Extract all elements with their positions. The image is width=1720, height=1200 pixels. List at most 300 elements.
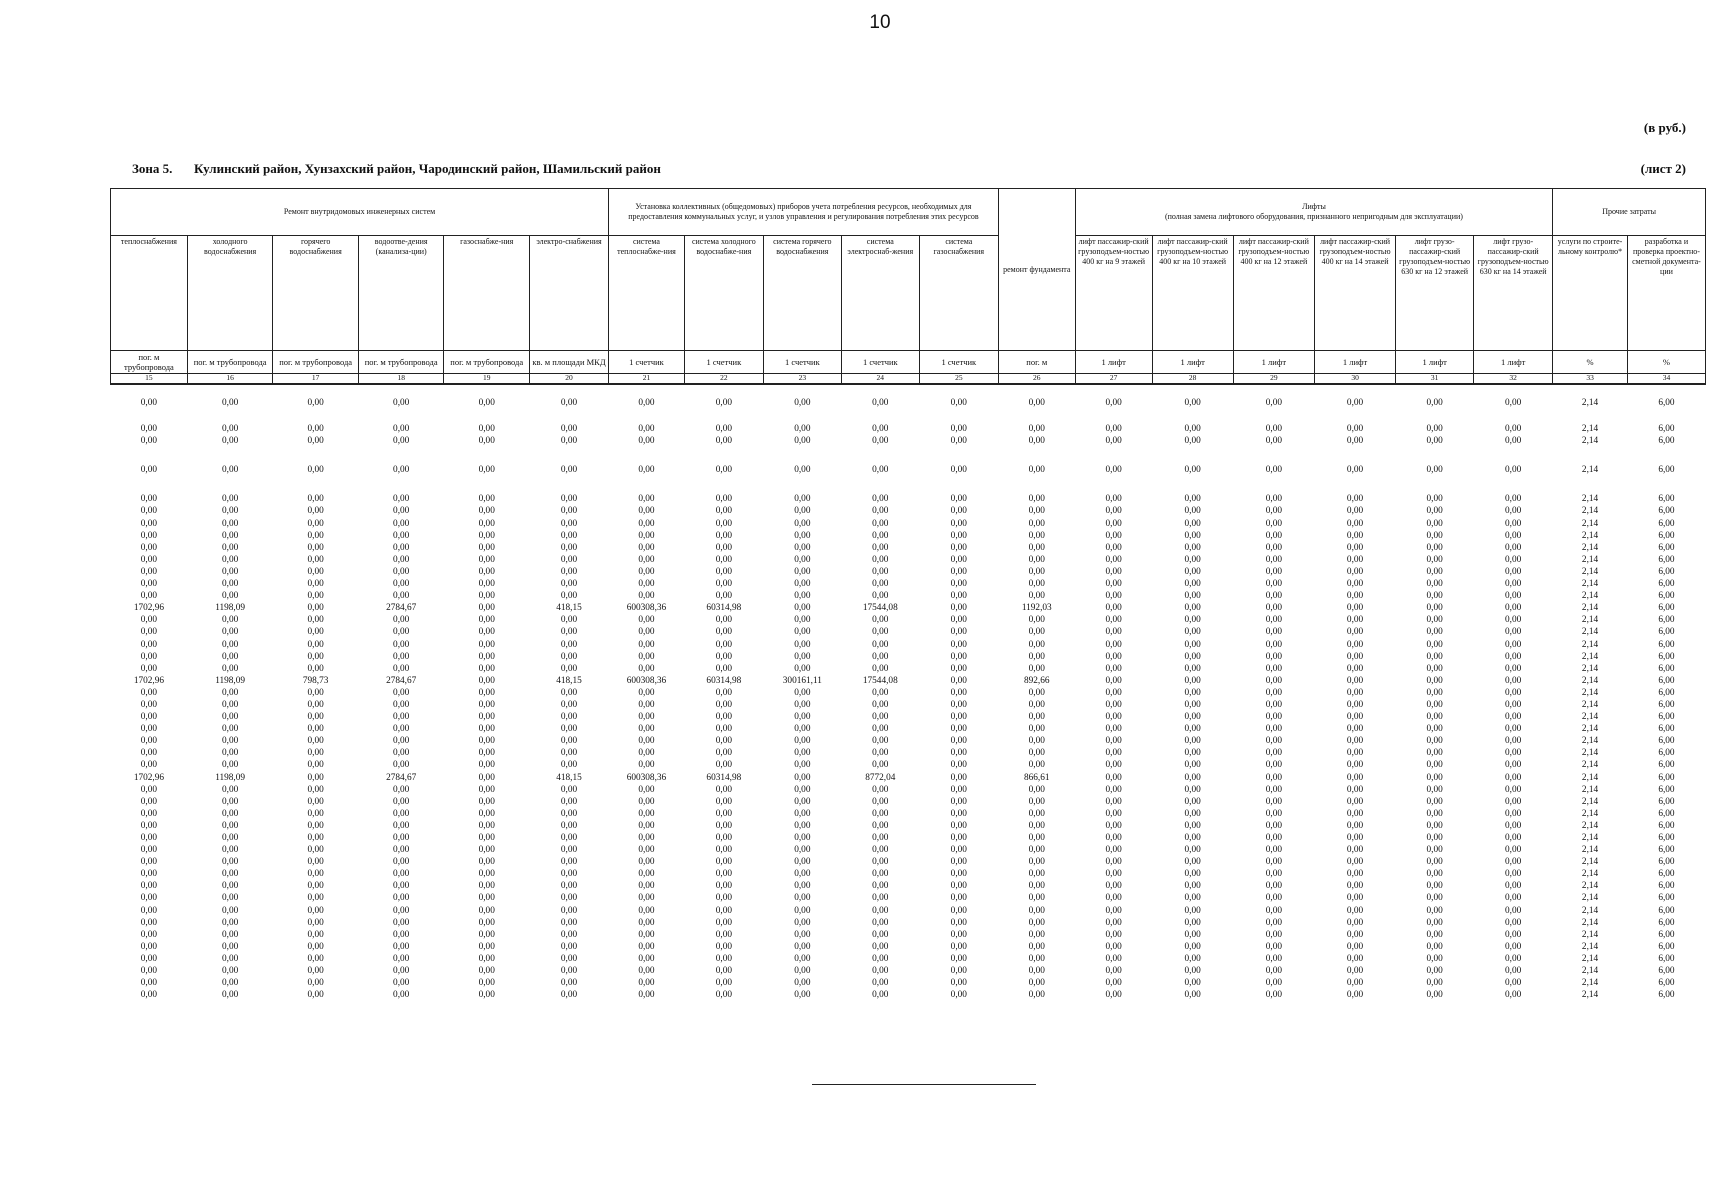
table-cell: 0,00 [1346,869,1364,880]
table-cell: 0,00 [1028,845,1045,856]
table-cell: 2,14 [1581,530,1599,541]
table-cell: 0,00 [1426,436,1443,447]
table-cell: 0,00 [1028,990,1045,1001]
table-cell: 0,00 [1265,639,1282,650]
table-cell: 0,00 [1426,675,1443,686]
table-cell: 0,00 [1426,627,1443,638]
table-cell: 0,00 [794,893,811,904]
table-cell: 0,00 [560,990,578,1001]
table-cell: 0,00 [1105,966,1122,977]
table-row [111,518,1706,530]
table-cell: 0,00 [478,627,495,638]
table-cell: 0,00 [638,436,655,447]
table-cell: 0,00 [1426,687,1443,698]
table-cell: 0,00 [1426,808,1443,819]
table-cell: 0,00 [1184,712,1201,723]
table-cell: 0,00 [1346,566,1364,577]
table-cell: 0,00 [1184,748,1201,759]
table-cell: 0,00 [1184,615,1201,626]
table-cell: 0,00 [715,506,732,517]
col-unit: кв. м площади МКД [529,351,608,374]
table-cell: 6,00 [1658,542,1675,553]
table-cell: 0,00 [715,760,732,771]
table-cell: 0,00 [872,760,889,771]
col-unit: 1 лифт [1474,351,1553,374]
table-cell: 0,00 [1184,699,1201,710]
table-cell: 0,00 [560,893,578,904]
table-cell: 0,00 [1505,748,1522,759]
col-name: лифт пассажир-ский грузоподъем-ностью 400 кг на 14 этажей [1314,236,1395,351]
table-cell: 0,00 [1505,857,1522,868]
table-cell: 0,00 [1426,760,1443,771]
zone-line [132,161,661,177]
table-cell: 0,00 [1426,566,1443,577]
table-cell: 0,00 [307,465,324,476]
table-cell: 0,00 [1505,603,1522,614]
table-cell: 0,00 [307,736,324,747]
table-cell: 6,00 [1658,833,1675,843]
table-cell: 0,00 [950,542,967,553]
table-cell: 0,00 [478,784,495,795]
table-cell: 0,00 [1346,699,1364,710]
table-cell: 0,00 [715,663,732,674]
table-cell: 0,00 [307,881,324,892]
table-cell: 0,00 [1505,736,1522,747]
table-cell: 0,00 [478,506,495,517]
table-cell: 0,00 [1105,675,1122,686]
table-cell: 0,00 [1105,530,1122,541]
table-cell: 0,00 [560,966,578,977]
table-cell: 6,00 [1658,712,1675,723]
table-cell: 0,00 [1426,465,1443,476]
table-cell: 0,00 [560,591,578,602]
table-cell: 0,00 [140,820,158,831]
table-cell: 0,00 [140,566,158,577]
table-cell: 0,00 [1505,687,1522,698]
table-cell: 0,00 [478,663,495,674]
table-cell: 0,00 [638,796,655,807]
table-cell: 0,00 [140,687,158,698]
table-cell: 0,00 [221,917,239,928]
table-cell: 0,00 [1505,566,1522,577]
col-unit: 1 лифт [1396,351,1474,374]
table-cell: 6,00 [1658,760,1675,771]
table-cell: 0,00 [1346,978,1364,989]
table-cell: 0,00 [307,966,324,977]
table-cell: 0,00 [1265,736,1282,747]
table-cell: 0,00 [638,506,655,517]
table-cell: 2,14 [1581,424,1599,435]
table-cell: 0,00 [1028,796,1045,807]
table-cell: 2,14 [1581,639,1599,650]
table-cell: 0,00 [715,784,732,795]
table-cell: 0,00 [794,518,811,529]
table-row [111,880,1706,892]
table-cell: 0,00 [950,990,967,1001]
table-cell: 0,00 [1184,953,1201,964]
table-cell: 2,14 [1581,796,1599,807]
table-cell: 6,00 [1658,808,1675,819]
table-cell: 0,00 [1346,736,1364,747]
table-cell: 0,00 [1105,990,1122,1001]
table-cell: 0,00 [307,917,324,928]
table-cell: 0,00 [1505,639,1522,650]
table-cell: 0,00 [1265,398,1282,408]
table-cell: 0,00 [1184,796,1201,807]
table-cell: 0,00 [1265,712,1282,723]
table-cell: 0,00 [1184,465,1201,476]
table-cell: 0,00 [715,953,732,964]
table-cell: 0,00 [950,857,967,868]
table-cell: 0,00 [638,929,655,940]
table-cell: 0,00 [638,566,655,577]
table-cell: 0,00 [1505,424,1522,435]
table-cell: 600308,36 [626,603,667,614]
table-row [111,820,1706,832]
table-row [111,505,1706,517]
table-cell: 0,00 [950,530,967,541]
table-cell: 0,00 [794,687,811,698]
table-row [111,435,1706,447]
table-cell: 0,00 [221,941,239,952]
table-cell: 0,00 [1426,530,1443,541]
table-cell: 0,00 [393,465,410,476]
table-cell: 0,00 [715,905,732,916]
table-cell: 0,00 [1346,905,1364,916]
table-cell: 0,00 [950,748,967,759]
table-cell: 0,00 [872,845,889,856]
table-cell: 0,00 [872,905,889,916]
table-cell: 0,00 [1105,772,1122,783]
table-cell: 0,00 [221,905,239,916]
table-cell: 0,00 [794,530,811,541]
zone-districts: Кулинский район, Хунзахский район, Чародинский район, Шамильский район [194,161,661,176]
table-cell: 2,14 [1581,591,1599,602]
table-cell: 0,00 [872,990,889,1001]
table-cell: 0,00 [478,494,495,505]
table-cell: 0,00 [140,748,158,759]
table-cell: 0,00 [393,615,410,626]
table-cell: 0,00 [1028,579,1045,590]
table-cell: 0,00 [1265,772,1282,783]
table-cell: 0,00 [1426,929,1443,940]
table-cell: 0,00 [140,465,158,476]
table-cell: 0,00 [1505,530,1522,541]
table-cell: 0,00 [1184,966,1201,977]
table-cell: 0,00 [478,905,495,916]
table-cell: 0,00 [715,518,732,529]
table-cell: 0,00 [872,651,889,662]
table-cell: 0,00 [140,615,158,626]
table-cell: 0,00 [950,699,967,710]
table-cell: 0,00 [478,893,495,904]
table-cell: 0,00 [794,554,811,565]
table-cell: 0,00 [478,881,495,892]
table-cell: 6,00 [1658,494,1675,505]
table-cell: 0,00 [1346,833,1364,843]
col-number: 21 [609,374,685,385]
table-cell: 0,00 [950,869,967,880]
table-cell: 0,00 [950,724,967,735]
table-cell: 0,00 [950,917,967,928]
table-cell: 2,14 [1581,820,1599,831]
table-cell: 0,00 [1184,591,1201,602]
table-cell: 0,00 [1184,506,1201,517]
table-cell: 0,00 [1426,917,1443,928]
table-cell: 0,00 [307,796,324,807]
table-cell: 0,00 [794,845,811,856]
table-cell: 0,00 [1346,603,1364,614]
table-cell: 0,00 [393,736,410,747]
table-cell: 0,00 [560,542,578,553]
table-cell: 0,00 [950,772,967,783]
table-cell: 0,00 [307,845,324,856]
table-cell: 0,00 [140,724,158,735]
table-cell: 0,00 [794,724,811,735]
table-cell: 0,00 [1028,941,1045,952]
table-cell: 0,00 [140,530,158,541]
table-cell: 0,00 [1426,905,1443,916]
table-cell: 0,00 [478,518,495,529]
col-name: услуги по строите-льному контролю* [1553,236,1628,351]
table-cell: 0,00 [221,712,239,723]
table-cell: 0,00 [393,845,410,856]
table-cell: 0,00 [872,663,889,674]
table-cell: 0,00 [307,398,324,408]
table-cell: 0,00 [794,603,811,614]
table-cell: 0,00 [638,465,655,476]
table-cell: 0,00 [478,978,495,989]
table-cell: 0,00 [221,687,239,698]
table-cell: 0,00 [307,929,324,940]
table-cell: 0,00 [560,760,578,771]
table-cell: 0,00 [1105,639,1122,650]
table-cell: 0,00 [794,424,811,435]
table-cell: 6,00 [1658,603,1675,614]
table-cell: 0,00 [794,579,811,590]
table-cell: 0,00 [1426,615,1443,626]
table-cell: 892,66 [1023,675,1050,686]
table-cell: 0,00 [1105,869,1122,880]
table-cell: 0,00 [1505,494,1522,505]
table-cell: 0,00 [872,784,889,795]
table-cell: 0,00 [715,893,732,904]
table-cell: 0,00 [1346,881,1364,892]
table-cell: 0,00 [1028,566,1045,577]
table-cell: 0,00 [393,833,410,843]
table-cell: 0,00 [638,845,655,856]
table-cell: 0,00 [794,506,811,517]
col-unit: 1 лифт [1314,351,1395,374]
table-cell: 0,00 [1265,465,1282,476]
table-cell: 0,00 [307,941,324,952]
table-cell: 0,00 [1346,772,1364,783]
table-cell: 2,14 [1581,651,1599,662]
table-cell: 6,00 [1658,941,1675,952]
table-cell: 0,00 [715,736,732,747]
table-cell: 0,00 [393,518,410,529]
table-cell: 0,00 [1105,579,1122,590]
table-cell: 0,00 [950,929,967,940]
table-cell: 0,00 [1346,990,1364,1001]
table-cell: 0,00 [638,494,655,505]
table-cell: 0,00 [715,424,732,435]
table-cell: 0,00 [872,893,889,904]
table-cell: 0,00 [1426,941,1443,952]
table-cell: 0,00 [1505,905,1522,916]
table-cell: 0,00 [1028,627,1045,638]
table-cell: 0,00 [393,724,410,735]
table-cell: 0,00 [1346,687,1364,698]
table-cell: 0,00 [393,424,410,435]
table-cell: 0,00 [1505,712,1522,723]
table-cell: 0,00 [560,494,578,505]
table-cell: 0,00 [1346,506,1364,517]
table-cell: 0,00 [1265,554,1282,565]
table-cell: 0,00 [1105,554,1122,565]
table-cell: 0,00 [1105,736,1122,747]
table-cell: 0,00 [1028,465,1045,476]
table-cell: 6,00 [1658,699,1675,710]
table-cell: 0,00 [307,687,324,698]
table-cell: 0,00 [1184,627,1201,638]
table-cell: 0,00 [1265,953,1282,964]
table-cell: 0,00 [393,639,410,650]
table-cell: 0,00 [1265,978,1282,989]
table-cell: 2,14 [1581,941,1599,952]
table-cell: 0,00 [794,699,811,710]
table-row [111,856,1706,868]
table-cell: 0,00 [560,820,578,831]
table-cell: 0,00 [221,639,239,650]
table-cell: 0,00 [1426,603,1443,614]
table-cell: 0,00 [393,966,410,977]
table-cell: 0,00 [1028,424,1045,435]
table-cell: 0,00 [1184,760,1201,771]
table-cell: 0,00 [1505,398,1522,408]
table-cell: 0,00 [307,554,324,565]
table-cell: 0,00 [140,591,158,602]
table-cell: 0,00 [1505,978,1522,989]
table-cell: 0,00 [307,579,324,590]
table-cell: 0,00 [560,424,578,435]
table-cell: 0,00 [560,784,578,795]
table-cell: 0,00 [638,917,655,928]
table-cell: 0,00 [715,990,732,1001]
table-cell: 0,00 [221,651,239,662]
table-cell: 0,00 [478,966,495,977]
table-cell: 0,00 [1184,675,1201,686]
table-cell: 0,00 [307,893,324,904]
lifts-title: Лифты [1302,202,1326,211]
table-cell: 0,00 [307,436,324,447]
table-cell: 0,00 [560,869,578,880]
table-cell: 0,00 [872,953,889,964]
table-cell: 0,00 [794,748,811,759]
table-row [111,723,1706,735]
col-number: 26 [998,374,1075,385]
table-cell: 0,00 [1426,424,1443,435]
table-cell: 0,00 [221,579,239,590]
table-cell: 0,00 [1265,591,1282,602]
col-name: электро-снабжения [529,236,608,351]
table-cell: 0,00 [140,929,158,940]
table-cell: 0,00 [393,554,410,565]
table-cell: 0,00 [872,639,889,650]
table-cell: 0,00 [1184,978,1201,989]
table-cell: 0,00 [1028,736,1045,747]
table-row [111,464,1706,476]
table-row [111,711,1706,723]
table-cell: 0,00 [393,699,410,710]
table-cell: 0,00 [1184,603,1201,614]
table-cell: 0,00 [638,712,655,723]
table-cell: 6,00 [1658,518,1675,529]
table-cell: 0,00 [715,833,732,843]
table-cell: 0,00 [1265,579,1282,590]
table-cell: 0,00 [221,724,239,735]
table-cell: 0,00 [638,724,655,735]
table-cell: 2,14 [1581,494,1599,505]
table-cell: 0,00 [1505,651,1522,662]
table-cell: 0,00 [715,699,732,710]
table-cell: 0,00 [393,651,410,662]
table-row [111,397,1706,409]
table-cell: 0,00 [1105,893,1122,904]
table-cell: 0,00 [715,712,732,723]
row-spacer [111,384,1706,397]
table-cell: 0,00 [221,990,239,1001]
table-cell: 0,00 [872,518,889,529]
table-cell: 0,00 [794,436,811,447]
table-cell: 2,14 [1581,554,1599,565]
table-cell: 2,14 [1581,905,1599,916]
table-cell: 0,00 [715,724,732,735]
table-cell: 0,00 [1184,881,1201,892]
table-cell: 0,00 [794,398,811,408]
table-row [111,699,1706,711]
table-cell: 0,00 [1505,929,1522,940]
table-cell: 0,00 [1028,494,1045,505]
table-cell: 0,00 [715,687,732,698]
table-cell: 0,00 [1426,699,1443,710]
table-cell: 0,00 [715,639,732,650]
table-cell: 0,00 [1105,881,1122,892]
table-cell: 0,00 [1426,591,1443,602]
table-cell: 0,00 [478,833,495,843]
table-cell: 0,00 [478,639,495,650]
table-cell: 0,00 [1346,760,1364,771]
table-cell: 0,00 [1105,663,1122,674]
table-row [111,687,1706,699]
header-number-row [111,374,1706,385]
table-cell: 6,00 [1658,398,1675,408]
table-cell: 0,00 [1426,966,1443,977]
table-cell: 0,00 [1105,748,1122,759]
table-cell: 0,00 [1028,893,1045,904]
col-number: 27 [1075,374,1152,385]
table-cell: 0,00 [478,772,495,783]
table-row [111,832,1706,844]
table-cell: 0,00 [872,530,889,541]
table-cell: 0,00 [1265,905,1282,916]
table-cell: 0,00 [794,881,811,892]
table-cell: 0,00 [715,465,732,476]
table-cell: 0,00 [478,712,495,723]
col-name: газоснабже-ния [444,236,530,351]
col-name: теплоснабжения [111,236,188,351]
table-cell: 0,00 [715,554,732,565]
